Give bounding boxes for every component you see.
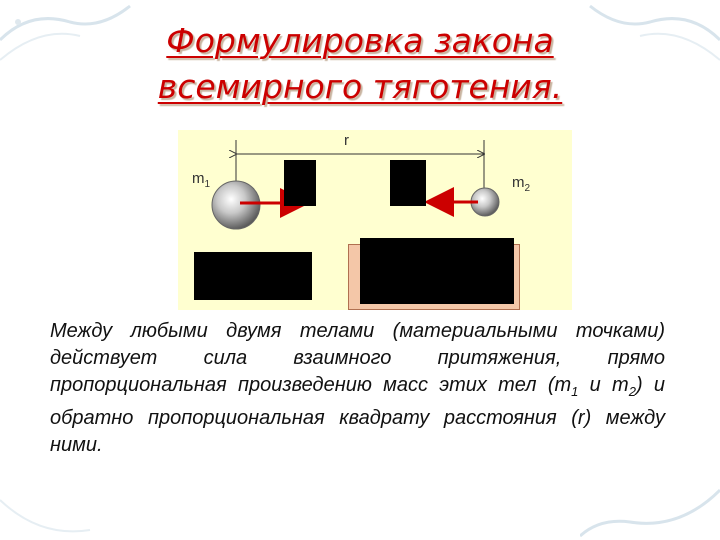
corner-ornament-bottom-right [580,470,720,540]
distance-label: r [344,132,349,149]
gravity-diagram [178,130,572,310]
redaction-block [284,160,316,206]
title-line-2: всемирного тяготения. [157,67,563,106]
mass-1-label: $m_1$ [192,170,211,190]
mass-2-label: $m_2$ [512,174,531,194]
redaction-block [390,160,426,206]
redaction-block [194,252,312,300]
title-line-1: Формулировка закона [166,21,554,60]
law-statement: Между любыми двумя телами (материальными точками) действует сила взаимного притяжения, прямо пропорциональная произведению масс этих тел ($m_1$ и $m_2$) и обратно пропорциональная квадрату расстояния (r) между ними. [50,320,665,456]
slide-title [60,18,660,110]
redaction-block [360,238,514,304]
mass-1-sphere [212,181,260,229]
corner-ornament-bottom-left [0,480,120,540]
